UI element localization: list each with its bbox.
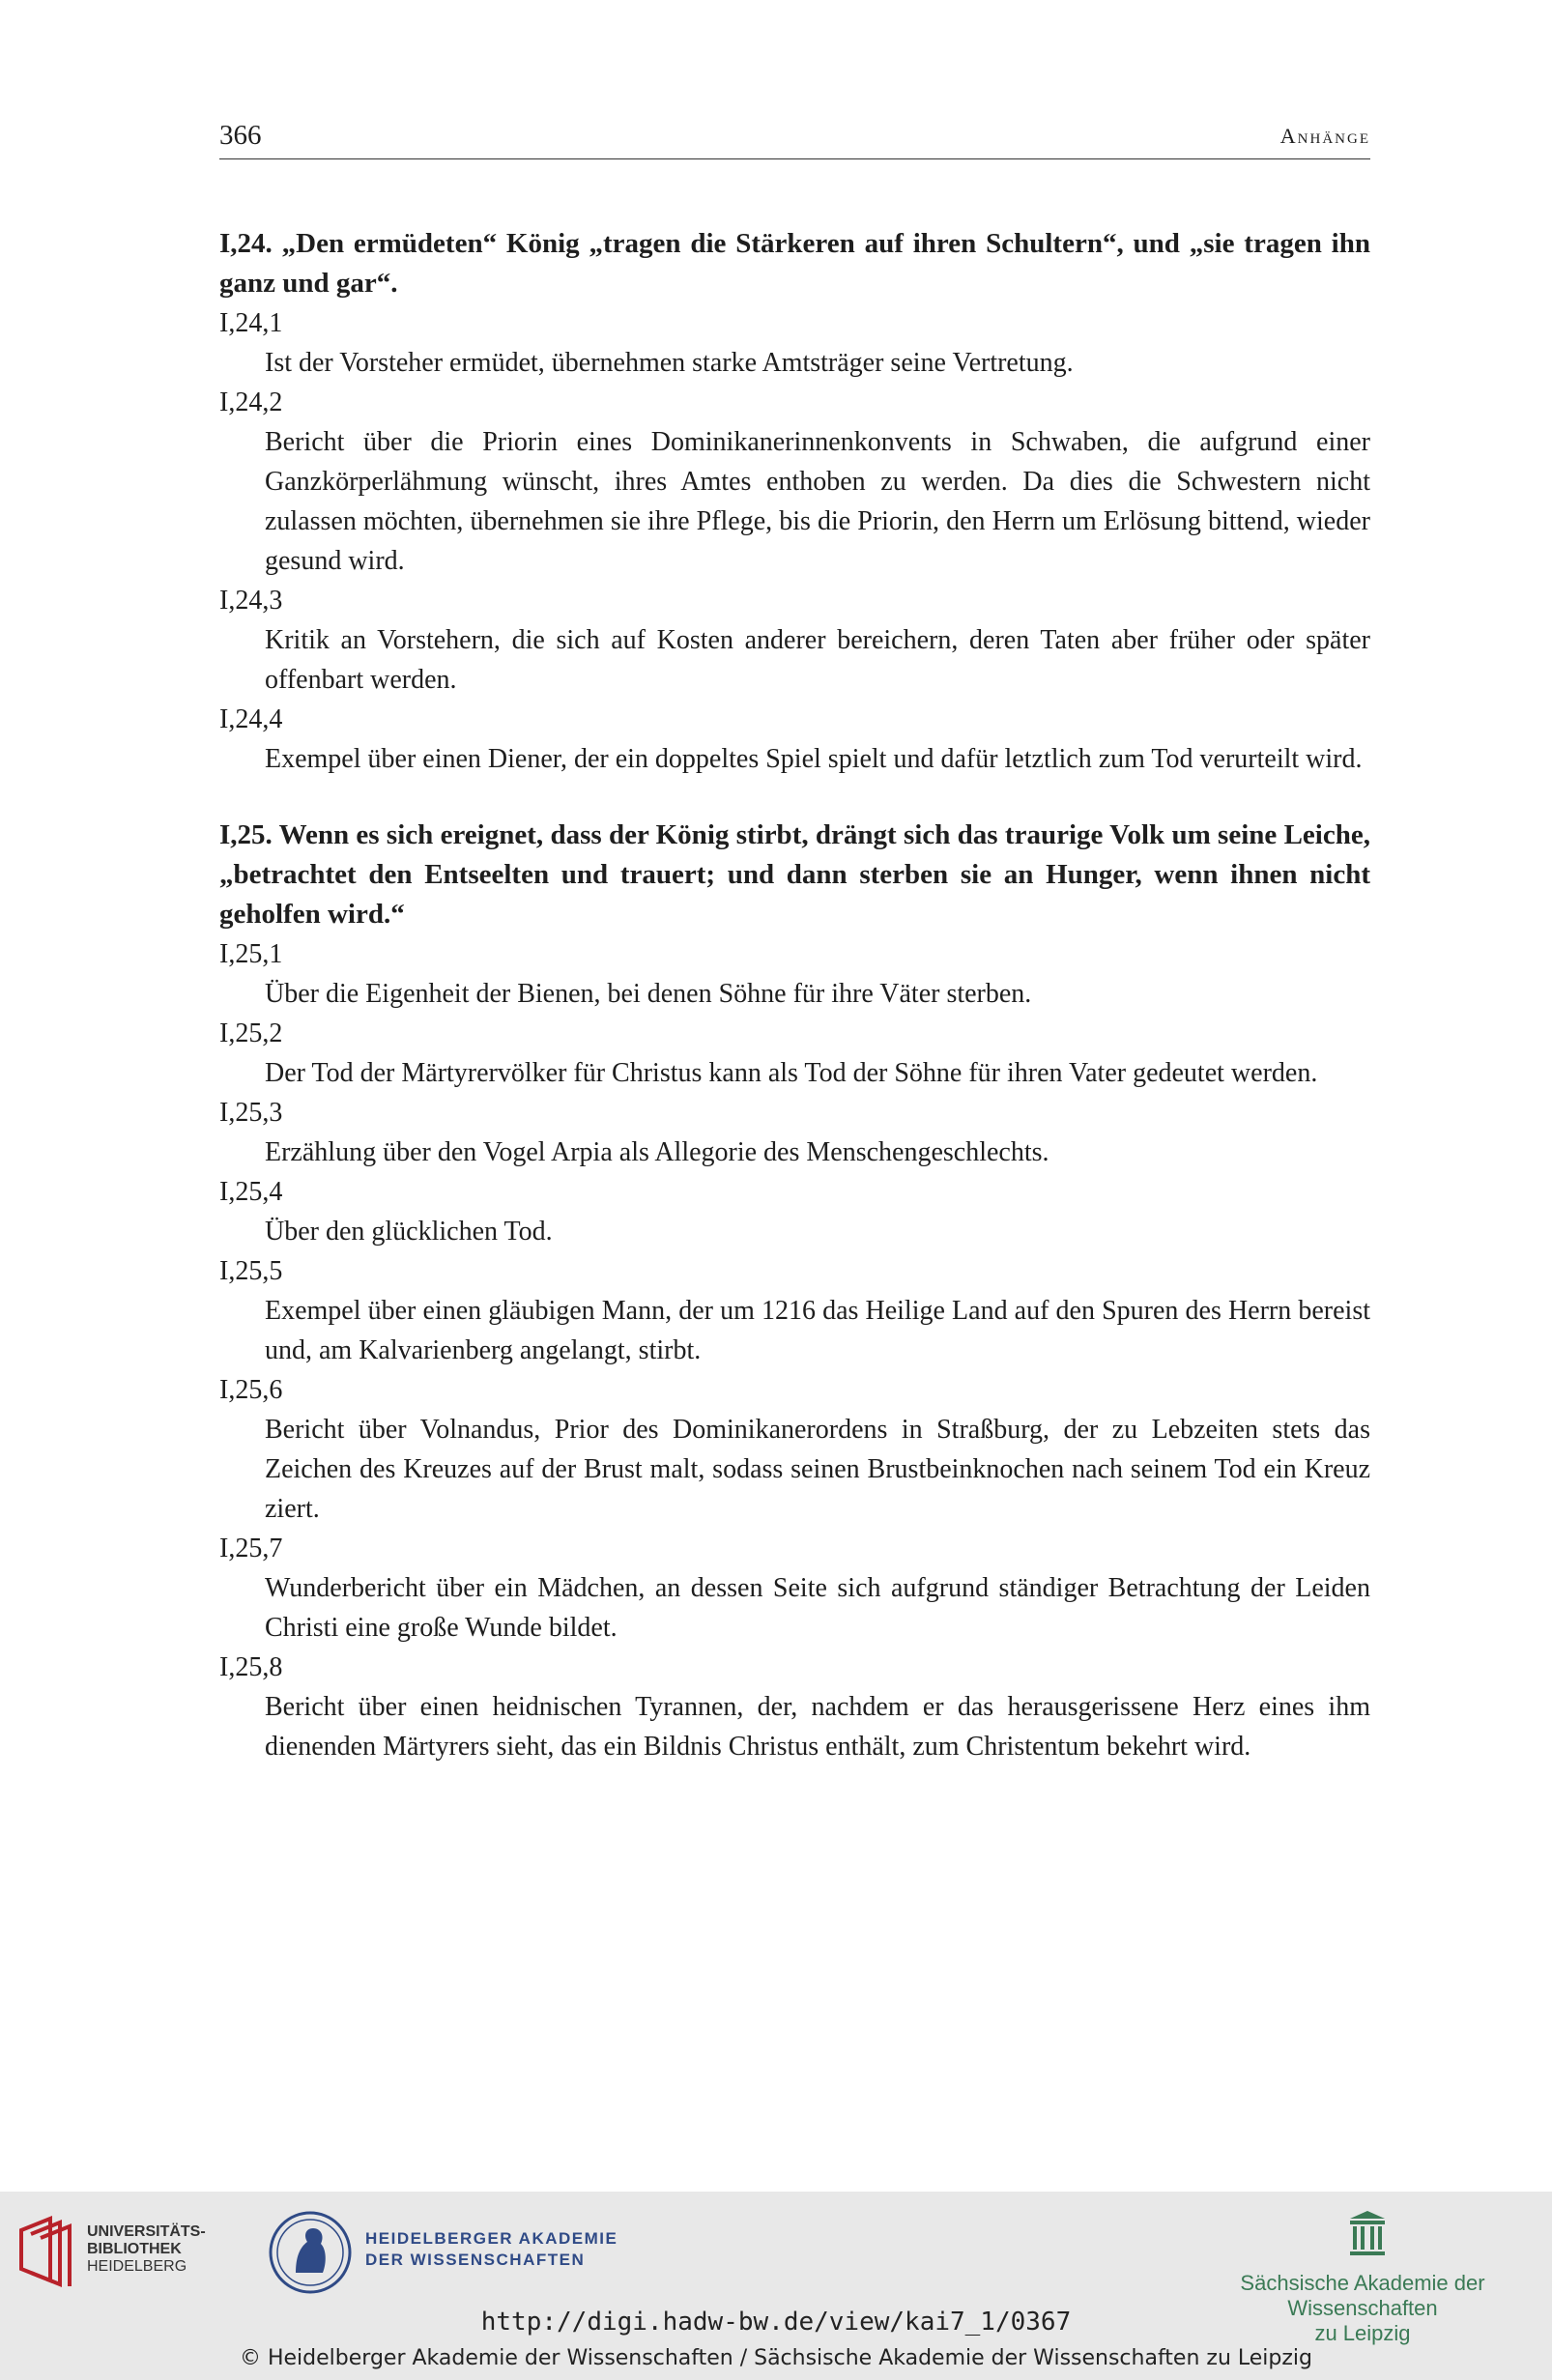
page-content bbox=[219, 224, 1370, 1803]
university-library-logo-icon bbox=[17, 2213, 79, 2288]
digitization-footer bbox=[0, 2192, 1552, 2380]
section-title: I,24. „Den ermüdeten“ König „tragen die Stärkeren auf ihren Schultern“, und „sie tragen ihn ganz und gar“. bbox=[219, 228, 1370, 299]
university-library-name bbox=[87, 2223, 206, 2276]
entry-id: I,24,4 bbox=[219, 704, 283, 734]
entry-text: Über die Eigenheit der Bienen, bei denen Söhne für ihre Väter sterben. bbox=[265, 979, 1032, 1009]
entry-id: I,24,3 bbox=[219, 586, 283, 616]
page-number: 366 bbox=[219, 120, 262, 151]
entry-id: I,25,7 bbox=[219, 1534, 283, 1563]
entry-text: Exempel über einen gläubigen Mann, der um 1216 das Heilige Land auf den Spuren des Herrn bereist und, am Kalvarienberg angelangt, stirbt. bbox=[265, 1296, 1370, 1365]
saxon-academy-building-icon bbox=[1348, 2211, 1387, 2257]
saw-name-line: zu Leipzig bbox=[1314, 2321, 1411, 2345]
section-title: I,25. Wenn es sich ereignet, dass der König stirbt, drängt sich das traurige Volk um seine Leiche, „betrachtet den Entseelten und trauert; und dann sterben sie an Hunger, wenn ihnen nicht geholfen wird.“ bbox=[219, 819, 1370, 930]
copyright-notice: © Heidelberger Akademie der Wissenschaften / Sächsische Akademie der Wissenschaften zu Leipzig bbox=[239, 2346, 1312, 2370]
page-header bbox=[219, 120, 1370, 159]
entry-id: I,25,6 bbox=[219, 1375, 283, 1405]
entry-text: Bericht über einen heidnischen Tyrannen, der, nachdem er das herausgerissene Herz eines ihm dienenden Märtyrers sieht, das ein Bildnis Christus enthält, zum Christentum bekehrt wird. bbox=[265, 1692, 1370, 1762]
entry-text: Exempel über einen Diener, der ein doppeltes Spiel spielt und dafür letztlich zum Tod verurteilt wird. bbox=[265, 744, 1363, 774]
ub-name-line: BIBLIOTHEK bbox=[87, 2241, 182, 2257]
entry-id: I,25,4 bbox=[219, 1177, 283, 1207]
entry-text: Ist der Vorsteher ermüdet, übernehmen starke Amtsträger seine Vertretung. bbox=[265, 348, 1074, 378]
entry-id: I,24,2 bbox=[219, 387, 283, 417]
saw-name-line: Sächsische Akademie der Wissenschaften bbox=[1240, 2271, 1485, 2320]
permalink-url[interactable]: http://digi.hadw-bw.de/view/kai7_1/0367 bbox=[480, 2308, 1072, 2337]
hadw-name-line: HEIDELBERGER AKADEMIE bbox=[365, 2229, 618, 2248]
entry-text: Wunderbericht über ein Mädchen, an dessen Seite sich aufgrund ständiger Betrachtung der Leiden Christi eine große Wunde bildet. bbox=[265, 1573, 1370, 1643]
entry-id: I,24,1 bbox=[219, 308, 283, 338]
entry-id: I,25,8 bbox=[219, 1652, 283, 1682]
entry-id: I,25,1 bbox=[219, 939, 283, 969]
running-title: Anhänge bbox=[1279, 124, 1370, 148]
heidelberg-academy-name bbox=[365, 2228, 618, 2271]
entry-id: I,25,2 bbox=[219, 1018, 283, 1048]
section-i-25 bbox=[219, 816, 1370, 1766]
entry-text: Kritik an Vorstehern, die sich auf Kosten anderer bereichern, deren Taten aber früher oder später offenbart werden. bbox=[265, 625, 1370, 695]
ub-name-line: UNIVERSITÄTS- bbox=[87, 2223, 206, 2240]
entry-text: Über den glücklichen Tod. bbox=[265, 1217, 553, 1247]
entry-text: Bericht über die Priorin eines Dominikanerinnenkonvents in Schwaben, die aufgrund einer Ganzkörperlähmung wünscht, ihres Amtes enthoben zu werden. Da dies die Schwestern nicht zulassen möchten, übernehmen sie ihre Pflege, bis die Priorin, den Herrn um Erlösung bittend, wieder gesund wird. bbox=[265, 427, 1370, 576]
hadw-name-line: DER WISSENSCHAFTEN bbox=[365, 2251, 586, 2269]
entry-text: Der Tod der Märtyrervölker für Christus kann als Tod der Söhne für ihren Vater gedeutet werden. bbox=[265, 1058, 1318, 1088]
section-i-24 bbox=[219, 224, 1370, 779]
entry-id: I,25,3 bbox=[219, 1098, 283, 1128]
entry-id: I,25,5 bbox=[219, 1256, 283, 1286]
ub-name-line: HEIDELBERG bbox=[87, 2258, 187, 2275]
entry-text: Erzählung über den Vogel Arpia als Allegorie des Menschengeschlechts. bbox=[265, 1137, 1049, 1167]
entry-text: Bericht über Volnandus, Prior des Dominikanerordens in Straßburg, der zu Lebzeiten stets das Zeichen des Kreuzes auf der Brust malt, sodass seinen Brustbeinknochen nach seinem Tod ein Kreuz ziert. bbox=[265, 1415, 1370, 1524]
academy-seal-icon bbox=[267, 2209, 354, 2296]
